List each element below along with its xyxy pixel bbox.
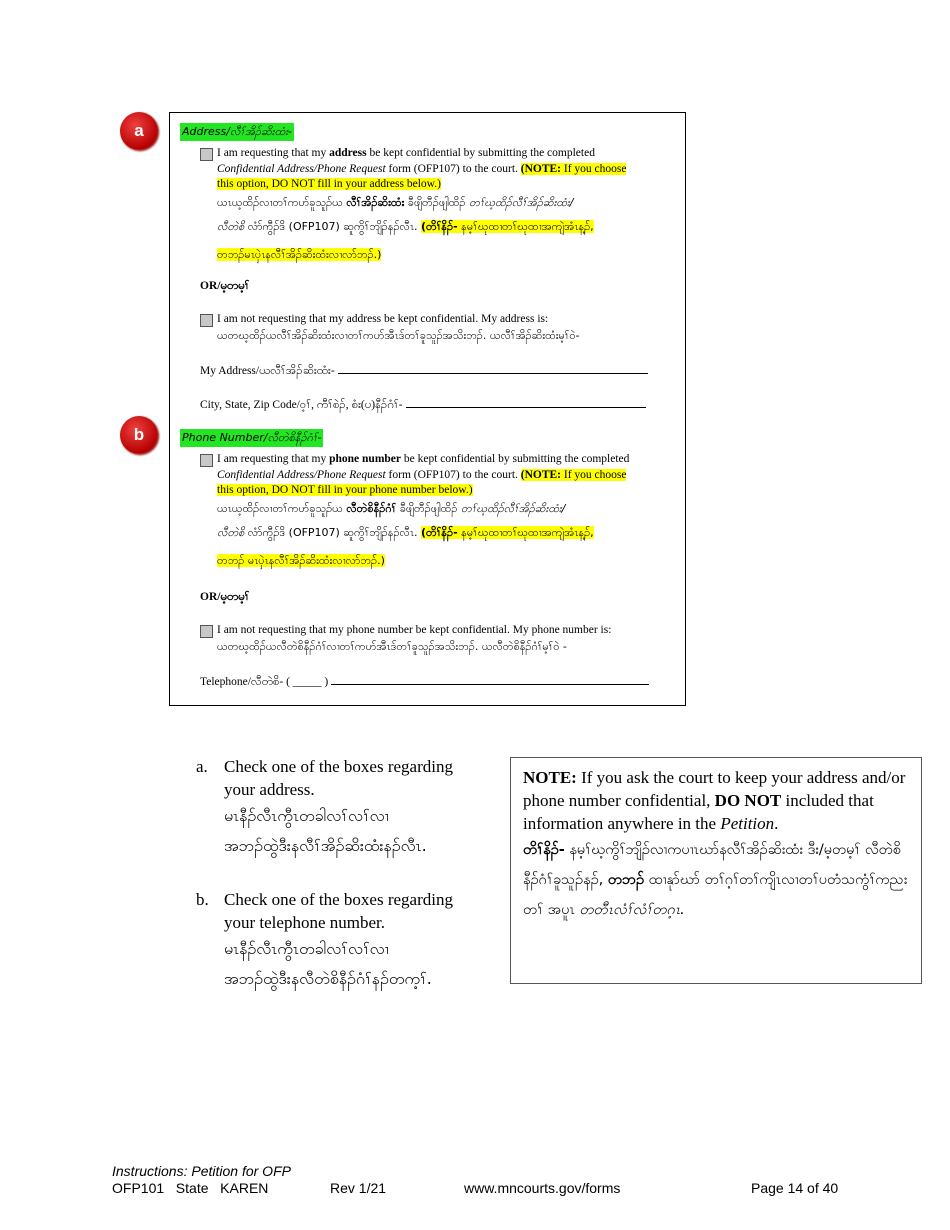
address-heading-text: Address/လီၢ်အိၣ်ဆိးထံး- [182, 125, 292, 138]
instruction-a-en-1: Check one of the boxes regarding [224, 757, 453, 776]
telephone-label: Telephone/လီတဲစိ- ( _____ ) [200, 676, 329, 688]
footer-form-code: OFP101 State KAREN [112, 1180, 269, 1196]
instruction-b [196, 888, 496, 994]
instruction-b-letter: b. [196, 890, 209, 909]
footer-title: Instructions: Petition for OFP [112, 1163, 291, 1179]
telephone-line[interactable] [331, 672, 649, 685]
phone-confidential-checkbox[interactable] [200, 454, 213, 467]
instruction-b-karen-2: အဘၣ်ထွဲဒီးနလီတဲစိနီၣ်ဂံၢ်နၣ်တက့ၢ်. [224, 969, 432, 988]
instruction-a-karen-1: မၤနီၣ်လီၤကွီၤတခါလၢ်လၢ်လၢ [224, 806, 389, 825]
city-state-zip-label: City, State, Zip Code/ဝ့ၢ်, ကီၢ်စဲၣ်, စံး(ပ)နီၣ်ဂံၢ်- [200, 399, 403, 411]
instruction-a-en-2: your address. [224, 780, 315, 799]
city-state-zip-field[interactable] [200, 395, 670, 414]
my-address-line[interactable] [338, 361, 648, 374]
city-state-zip-line[interactable] [406, 395, 646, 408]
address-confidential-checkbox[interactable] [200, 148, 213, 161]
instruction-a [196, 755, 496, 861]
phone-not-confidential-option: I am not requesting that my phone number be kept confidential. My phone number is: ယတဃ့ထိၣ်ယလီတဲစိနီၣ်ဂံၢ်လၢတၢ်ကဟ်အီၤဒ်တၢ်ခူသူၣ်အသိးဘၣ်. ယလီတဲစိနီၣ်ဂံၢ်မ့ၢ်ဝဲ - [217, 624, 612, 653]
instruction-a-karen-2: အဘၣ်ထွဲဒီးနလီၢ်အိၣ်ဆိးထံးနၣ်လီၤ. [224, 836, 427, 855]
footer-revision: Rev 1/21 [330, 1180, 387, 1196]
note-box [510, 757, 922, 984]
my-address-field[interactable] [200, 361, 670, 380]
instruction-b-en-2: your telephone number. [224, 913, 385, 932]
phone-confidential-option: I am requesting that my phone number be kept confidential by submitting the completed Confidential Address/Phone Request form (OFP107) to the court. (NOTE: If you choose this option, DO NOT fill in your phone number below.) ယၤယ့ထိၣ်လၢတၢ်ကဟ်ခူသူၣ်ယ လီတဲစိနီၣ်ဂံၢ် ခီဖျိတီၣ်ဖျါထိၣ် တၢ်ဃ့ထိၣ်လီၢ်အိၣ်ဆိးထံး/ လီတဲစိ လံာ်ကွီၣ်ဒိ (OFP107) ဆူကွိၢ်ဘျိၣ်နၣ်လီၤ. (တိၢ်နိၣ်- နမ့ၢ်ဃုထၢတၢ်ဃုထၢအကျဲအံၤန့ၣ်, တဘၣ် မၤပှဲၤနလီၢ်အိၣ်ဆိးထံးလၢလာ်ဘၣ်.) [217, 453, 630, 567]
marker-a: a [120, 112, 158, 150]
address-not-confidential-option: I am not requesting that my address be kept confidential. My address is: ယတဃ့ထိၣ်ယလီၢ်အိၣ်ဆိးထံးလၢတၢ်ကဟ်အီၤဒ်တၢ်ခူသူၣ်အသိးဘၣ်. ယလီၢ်အိၣ်ဆိးထံးမ့ၢ်ဝဲ- [217, 313, 580, 342]
address-or-label: OR/မ့တမ့ၢ် [200, 280, 250, 292]
instruction-b-karen-1: မၤနီၣ်လီၤကွီၤတခါလၢ်လၢ်လၢ [224, 939, 389, 958]
instruction-a-letter: a. [196, 757, 208, 776]
my-address-label: My Address/ယလီၢ်အိၣ်ဆိးထံး- [200, 365, 335, 377]
note-karen: တိၢ်နိၣ်- နမ့ၢ်ဃ့ကွိၢ်ဘျိၣ်လၢကပၢၤဃာ်နလီၢ်အိၣ်ဆိးထံး ဒီး/မ့တမ့ၢ် လီတဲစိနီၣ်ဂံၢ်ခူသူၣ်နၣ်, တဘၣ် ထၢနုာ်ဃာ် တၢ်ဂ့ၢ်တၢ်ကျိၤလၢတၢ်ပတံသကွံၢ်ကညးတၢ် အပူၤ တတီၤလံၢ်လံၢ်တဂ့ၤ. [523, 842, 908, 918]
address-confidential-option: I am requesting that my address be kept confidential by submitting the completed Confidential Address/Phone Request form (OFP107) to the court. (NOTE: If you choose this option, DO NOT fill in your address below.) ယၤယ့ထိၣ်လၢတၢ်ကဟ်ခူသူၣ်ယ လီၢ်အိၣ်ဆိးထံး ခီဖျိတီၣ်ဖျါထိၣ် တၢ်ဃ့ထိၣ်လီၢ်အိၣ်ဆိးထံး/ လီတဲစိ လံာ်ကွီၣ်ဒိ (OFP107) ဆူကွိၢ်ဘျိၣ်နၣ်လီၤ. (တိၢ်နိၣ်- နမ့ၢ်ဃုထၢတၢ်ဃုထၢအကျဲအံၤန့ၣ်, တဘၣ်မၤပှဲၤနလီၢ်အိၣ်ဆိးထံးလၢလာ်ဘၣ်.) [217, 147, 627, 261]
note-english: NOTE: If you ask the court to keep your address and/or phone number confidential, DO NOT included that information anywhere in the Petition. [523, 768, 906, 833]
footer-page-number: Page 14 of 40 [751, 1180, 839, 1196]
telephone-field[interactable] [200, 672, 670, 691]
phone-section-heading [180, 429, 323, 447]
phone-or-label: OR/မ့တမ့ၢ် [200, 591, 250, 603]
instruction-b-en-1: Check one of the boxes regarding [224, 890, 453, 909]
address-not-confidential-checkbox[interactable] [200, 314, 213, 327]
phone-not-confidential-checkbox[interactable] [200, 625, 213, 638]
address-section-heading [180, 123, 294, 141]
phone-heading-text: Phone Number/လီတဲစိနီၣ်ဂံၢ်- [182, 431, 322, 444]
footer-url: www.mncourts.gov/forms [464, 1180, 621, 1196]
marker-b: b [120, 416, 158, 454]
form-excerpt [169, 112, 686, 706]
